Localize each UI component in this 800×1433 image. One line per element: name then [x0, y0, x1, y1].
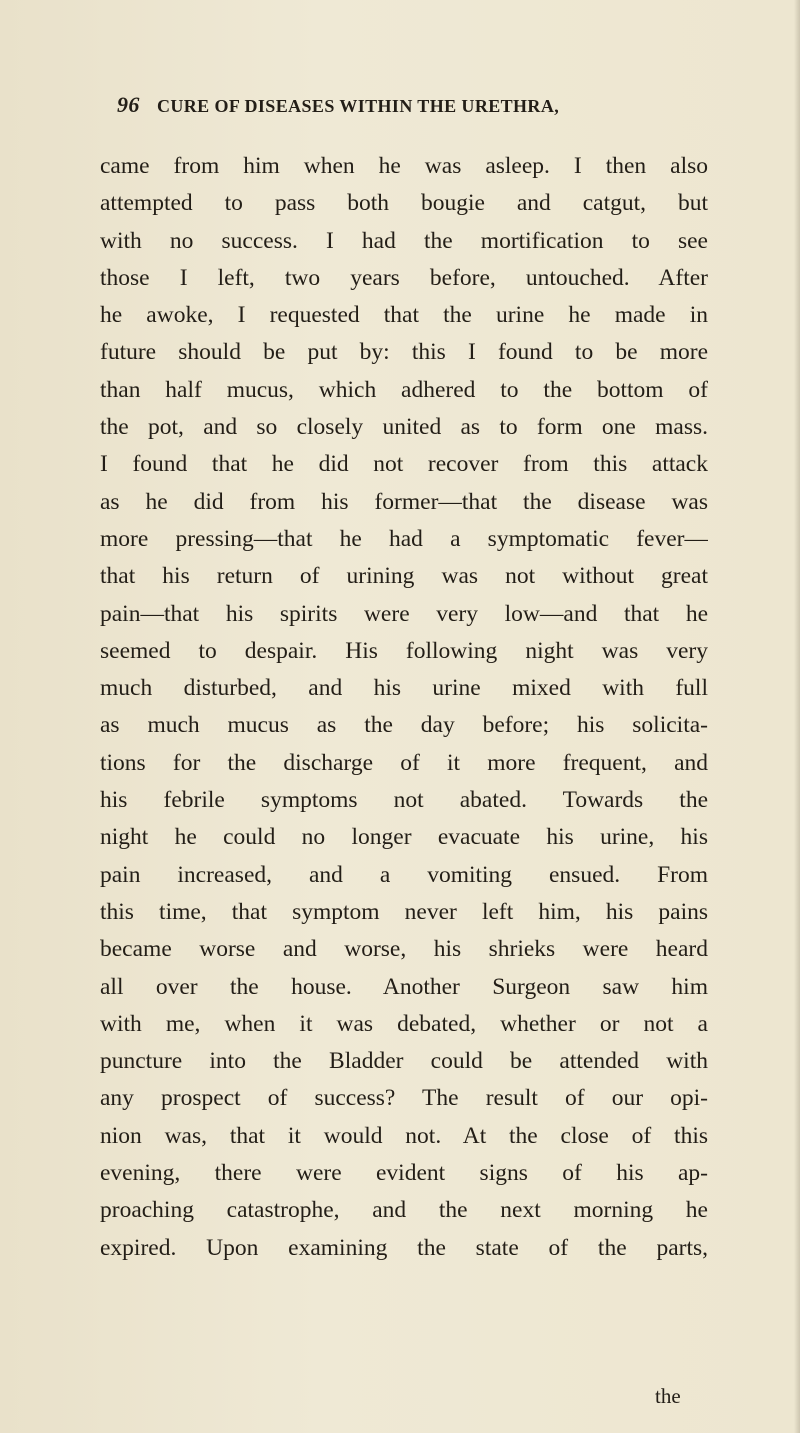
text-line: attempted to pass both bougie and catgut, but — [100, 190, 708, 217]
page-edge-shadow — [794, 0, 800, 1433]
text-line: than half mucus, which adhered to the bottom of — [100, 376, 708, 403]
text-line: with me, when it was debated, whether or not a — [100, 1010, 708, 1037]
text-line: tions for the discharge of it more frequent, and — [100, 749, 708, 776]
text-line: puncture into the Bladder could be attended with — [100, 1048, 708, 1075]
text-line: the pot, and so closely united as to form one mass. — [100, 414, 708, 441]
text-line: expired. Upon examining the state of the parts, — [100, 1234, 708, 1261]
text-line: all over the house. Another Surgeon saw him — [100, 973, 708, 1000]
text-line: much disturbed, and his urine mixed with full — [100, 675, 708, 702]
text-line: with no success. I had the mortification to see — [100, 227, 708, 254]
text-line: became worse and worse, his shrieks were heard — [100, 936, 708, 963]
page-number: 96 — [117, 92, 140, 117]
text-line: as he did from his former—that the disease was — [100, 488, 708, 515]
text-line: more pressing—that he had a symptomatic fever— — [100, 525, 708, 552]
page-header — [117, 92, 717, 124]
text-line: any prospect of success? The result of our opi- — [100, 1085, 708, 1112]
text-line: his febrile symptoms not abated. Towards the — [100, 787, 708, 814]
text-line: future should be put by: this I found to be more — [100, 339, 708, 366]
catchword: the — [655, 1384, 681, 1408]
text-line: pain increased, and a vomiting ensued. From — [100, 861, 708, 888]
text-line: he awoke, I requested that the urine he made in — [100, 302, 708, 329]
text-line: seemed to despair. His following night was very — [100, 637, 708, 664]
text-line: came from him when he was asleep. I then also — [100, 153, 708, 179]
running-head: CURE OF DISEASES WITHIN THE URETHRA, — [156, 96, 560, 116]
text-line: as much mucus as the day before; his solicita- — [100, 712, 708, 739]
text-line: that his return of urining was not without great — [100, 563, 708, 590]
text-line: evening, there were evident signs of his ap- — [100, 1160, 708, 1187]
text-line: I found that he did not recover from this attack — [100, 451, 708, 478]
text-line: those I left, two years before, untouched. After — [100, 264, 708, 291]
body-text — [100, 148, 708, 1267]
text-line: pain—that his spirits were very low—and that he — [100, 600, 708, 627]
text-line: nion was, that it would not. At the close of this — [100, 1122, 708, 1149]
text-line: night he could no longer evacuate his urine, his — [100, 824, 708, 851]
text-line: proaching catastrophe, and the next morning he — [100, 1197, 708, 1224]
text-line: this time, that symptom never left him, his pains — [100, 898, 708, 925]
